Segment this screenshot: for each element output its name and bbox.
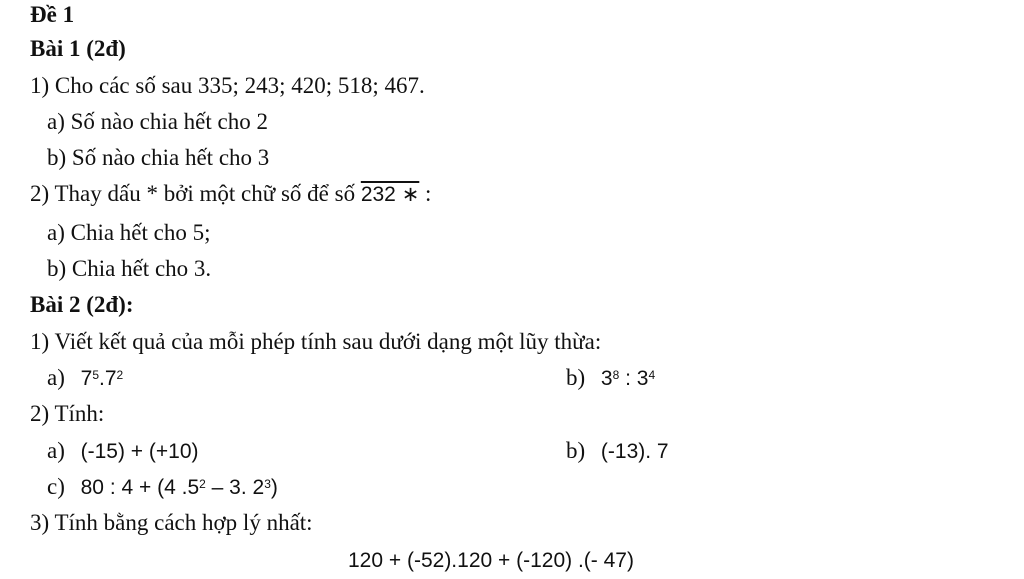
bai1-question-2-number: 232 ∗	[360, 183, 420, 206]
bai2-question-1: 1) Viết kết quả của mỗi phép tính sau dưới dạng một lũy thừa:	[30, 329, 602, 354]
bai2-question-2b-expr: (-13). 7	[600, 440, 669, 463]
bai2-question-2b	[566, 438, 669, 465]
bai2-question-1b	[566, 365, 655, 392]
bai2-question-1b-label: b)	[566, 365, 586, 390]
bai2-question-1a-expr: $7^5.7^2$	[80, 367, 124, 390]
document-title: Đề 1	[30, 2, 75, 27]
bai1-question-2b: b) Chia hết cho 3.	[47, 256, 212, 281]
bai2-question-2c	[47, 474, 278, 501]
bai2-question-3: 3) Tính bằng cách hợp lý nhất:	[30, 510, 313, 535]
bai2-heading: Bài 2 (2đ):	[30, 292, 134, 317]
bai1-question-1b: b) Số nào chia hết cho 3	[47, 145, 270, 170]
bai2-question-2a	[47, 438, 199, 465]
bai2-question-1a-label: a)	[47, 365, 65, 390]
bai2-question-3-expr: 120 + (-52).120 + (-120) .(- 47)	[348, 549, 634, 572]
bai2-question-2a-expr: (-15) + (+10)	[80, 440, 199, 463]
bai1-question-1a: a) Số nào chia hết cho 2	[47, 109, 268, 134]
bai1-question-2a: a) Chia hết cho 5;	[47, 220, 211, 245]
bai2-question-2c-expr: 80 : 4 + (4 $.5^2 - 3$. $2^3$)	[80, 476, 278, 499]
bai2-question-2c-label: c)	[47, 474, 65, 499]
bai1-question-1: 1) Cho các số sau 335; 243; 420; 518; 467.	[30, 73, 425, 98]
bai2-question-2: 2) Tính:	[30, 401, 105, 426]
bai2-question-1a	[47, 365, 123, 392]
bai1-heading: Bài 1 (2đ)	[30, 36, 126, 61]
bai1-question-2	[30, 181, 431, 208]
bai2-question-1b-expr: $3^8$ : $3^4$	[600, 367, 656, 390]
bai1-question-2-suffix: :	[419, 181, 432, 206]
bai2-question-2b-label: b)	[566, 438, 586, 463]
bai1-question-2-prefix: 2) Thay dấu * bởi một chữ số để số	[30, 181, 356, 206]
bai2-question-2a-label: a)	[47, 438, 65, 463]
